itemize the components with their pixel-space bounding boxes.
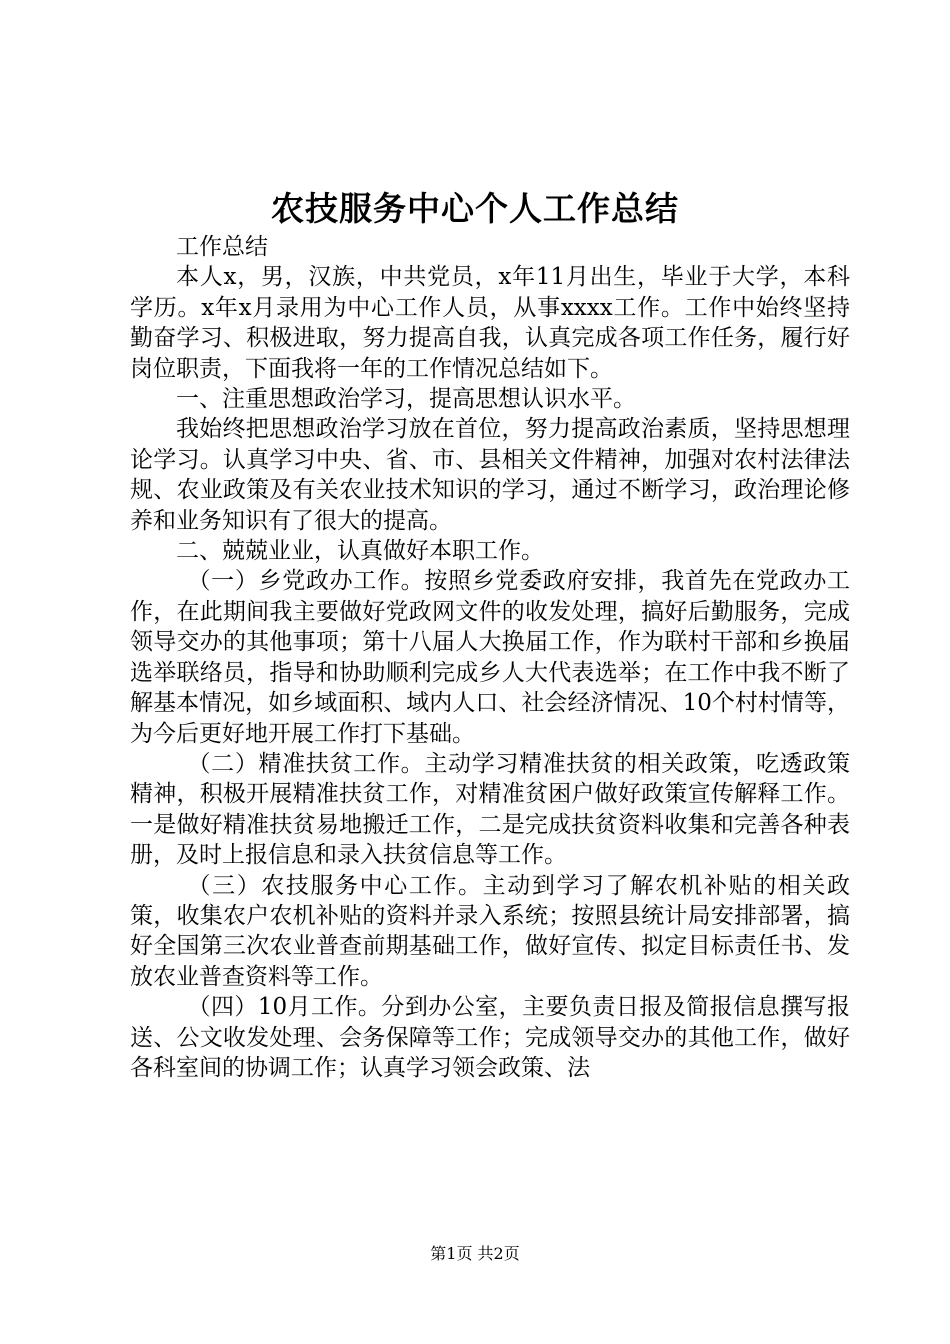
paragraph-october-work: （四）10月工作。分到办公室，主要负责日报及简报信息撰写报送、公文收发处理、会务保障等工作；完成领导交办的其他工作，做好各科室间的协调工作；认真学习领会政策、法	[130, 994, 850, 1081]
paragraph-intro: 本人x，男，汉族，中共党员，x年11月出生，毕业于大学，本科学历。x年x月录用为中心工作人员，从事xxxx工作。工作中始终坚持勤奋学习、积极进取，努力提高自我，认真完成各项工作任务，履行好岗位职责，下面我将一年的工作情况总结如下。	[130, 264, 850, 382]
document-title: 农技服务中心个人工作总结	[271, 189, 679, 228]
paragraph-poverty-alleviation: （二）精准扶贫工作。主动学习精准扶贫的相关政策，吃透政策精神，积极开展精准扶贫工作，对精准贫困户做好政策宣传解释工作。一是做好精准扶贫易地搬迁工作，二是完成扶贫资料收集和完善各种表册，及时上报信息和录入扶贫信息等工作。	[130, 750, 850, 869]
paragraph-party-office-work: （一）乡党政办工作。按照乡党委政府安排，我首先在党政办工作，在此期间我主要做好党政网文件的收发处理，搞好后勤服务，完成领导交办的其他事项；第十八届人大换届工作，作为联村干部和乡换届选举联络员，指导和协助顺利完成乡人大代表选举；在工作中我不断了解基本情况，如乡域面积、域内人口、社会经济情况、10个村村情等，为今后更好地开展工作打下基础。	[130, 568, 850, 747]
section-heading-1: 一、注重思想政治学习，提高思想认识水平。	[176, 386, 636, 413]
paragraph-heading-label: 工作总结	[176, 234, 268, 260]
paragraph-agri-service-center: （三）农技服务中心工作。主动到学习了解农机补贴的相关政策，收集农户农机补贴的资料并录入系统；按照县统计局安排部署，搞好全国第三次农业普查前期基础工作，做好宣传、拟定目标责任书、发放农业普查资料等工作。	[130, 872, 850, 990]
paragraph-political-study: 我始终把思想政治学习放在首位，努力提高政治素质，坚持思想理论学习。认真学习中央、省、市、县相关文件精神，加强对农村法律法规、农业政策及有关农业技术知识的学习，通过不断学习，政治理论修养和业务知识有了很大的提高。	[130, 416, 850, 534]
section-heading-2: 二、兢兢业业，认真做好本职工作。	[176, 538, 544, 565]
page-number-footer: 第1页 共2页	[430, 1244, 520, 1263]
document-body	[130, 232, 850, 1083]
